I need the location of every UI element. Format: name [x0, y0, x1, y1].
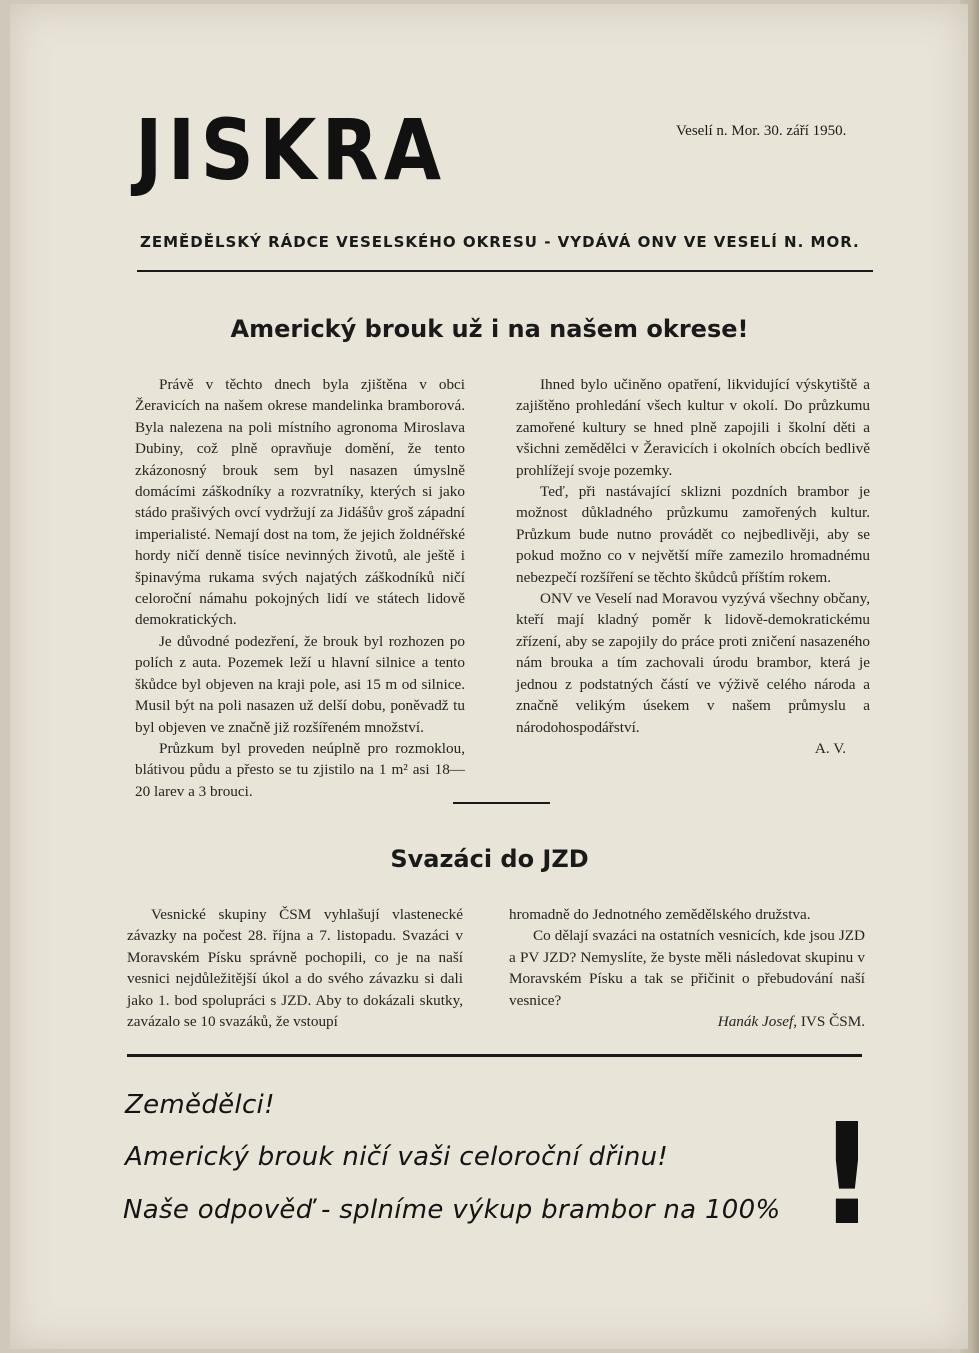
- article1-paragraph: ONV ve Veselí nad Moravou vyzývá všechny občany, kteří mají kladný poměr k lidově-demokratickému zřízení, aby se zapojily do práce proti zničení nasazeného nám brouka a tím zachovali úrodu brambor, která je jednou z podstatných částí ve výživě celého národa a značně velikým úsekem v našem průmyslu a národohospodářství.: [516, 590, 870, 736]
- article1-paragraph: Teď, při nastávající sklizni pozdních brambor je možnost důkladného průzkumu zamořených kultur. Průzkum bude nutno provádět co nejbedlivěji, aby se pokud možno co v největší míře zamezilo hromadnému nebezpečí rozšíření se těchto škůdců příštím rokem.: [516, 483, 870, 586]
- article2-signature: [509, 1011, 865, 1032]
- article2-headline: Svazáci do JZD: [390, 845, 589, 873]
- signature-name: Hanák Josef: [717, 1013, 794, 1031]
- slogan-line-2: Americký brouk ničí vaši celoroční dřinu!: [125, 1142, 669, 1172]
- article1-headline: Americký brouk už i na našem okrese!: [230, 315, 749, 343]
- masthead-title: JISKRA: [135, 101, 447, 199]
- masthead-subtitle: ZEMĚDĚLSKÝ RÁDCE VESELSKÉHO OKRESU - VYDÁVÁ ONV VE VESELÍ N. MOR.: [140, 233, 860, 251]
- article1-paragraph: Právě v těchto dnech byla zjištěna v obci Žeravicích na našem okrese mandelinka bramborová. Byla nalezena na poli místního agronoma Miroslava Dubiny, což plně opravňuje domění, že tento zkázonosný brouk sem byl nasazen úmyslně domácími záškodníky a rozvratníky, kterých si jako stádo prašivých ovcí vydržují za Jidášův groš západní imperialisté. Nemají dost na tom, že jejich žoldnéřské hordy ničí denně tisíce nevinných životů, ale ještě i špinavýma rukama svých najatých záškodníků ničí celoroční námahu pokojných lidí ve státech lidově demokratických.: [135, 376, 465, 629]
- exclamation-mark: !: [818, 1094, 876, 1257]
- article1-right-column: [516, 374, 870, 759]
- article2-paragraph: Vesnické skupiny ČSM vyhlašují vlastenecké závazky na počest 28. října a 7. listopadu. Svazáci v Moravském Písku správně pochopili, co je na naší vesnici nejdůležitější úkol a do svého závazku si dali jako 1. bod spolupráci s JZD. Aby to dokázali skutky, zavázalo se 10 svazáků, že vstoupí: [127, 906, 463, 1031]
- article1-paragraph: Průzkum byl proveden neúplně pro rozmoklou, blátivou půdu a přesto se tu zjistilo na 1 m² asi 18—20 larev a 3 brouci.: [135, 739, 465, 800]
- article2-continuation: hromadně do Jednotného zemědělského družstva.: [509, 906, 811, 923]
- article2-right-column: [509, 904, 865, 1032]
- signature-org: , IVS ČSM.: [793, 1013, 865, 1031]
- masthead-rule: [137, 270, 873, 272]
- slogan-line-3: Naše odpověď - splníme výkup brambor na 100%: [123, 1195, 781, 1225]
- article2-paragraph: Co dělají svazáci na ostatních vesnicích, kde jsou JZD a PV JZD? Nemyslíte, že byste měli následovat skupinu v Moravském Písku a tak se přičinit o přebudování naší vesnice?: [509, 927, 865, 1009]
- article1-paragraph: Ihned bylo učiněno opatření, likvidující výskytiště a zajištěno prohledání všech kultur v okolí. Do průzkumu zamořené kultury se hned plně zapojili i školní děti a všichni zemědělci v Žeravicích i okolních obcích bedlivě prohlížejí svoje pozemky.: [516, 376, 870, 479]
- section-divider: [453, 802, 550, 804]
- dateline: Veselí n. Mor. 30. září 1950.: [676, 123, 847, 139]
- slogan-rule: [127, 1054, 862, 1057]
- slogan-line-1: Zemědělci!: [125, 1090, 275, 1120]
- article1-signature: A. V.: [814, 739, 846, 757]
- article1-paragraph: Je důvodné podezření, že brouk byl rozhozen po polích z auta. Pozemek leží u hlavní silnice a tento škůdce byl objeven na kraji pole, asi 15 m od silnice. Musil být na poli nasazen už delší dobu, poněvadž tu byl objeven ve značně již rozšířeném množství.: [135, 632, 465, 736]
- article1-left-column: [135, 374, 465, 802]
- article2-left-column: [127, 904, 463, 1032]
